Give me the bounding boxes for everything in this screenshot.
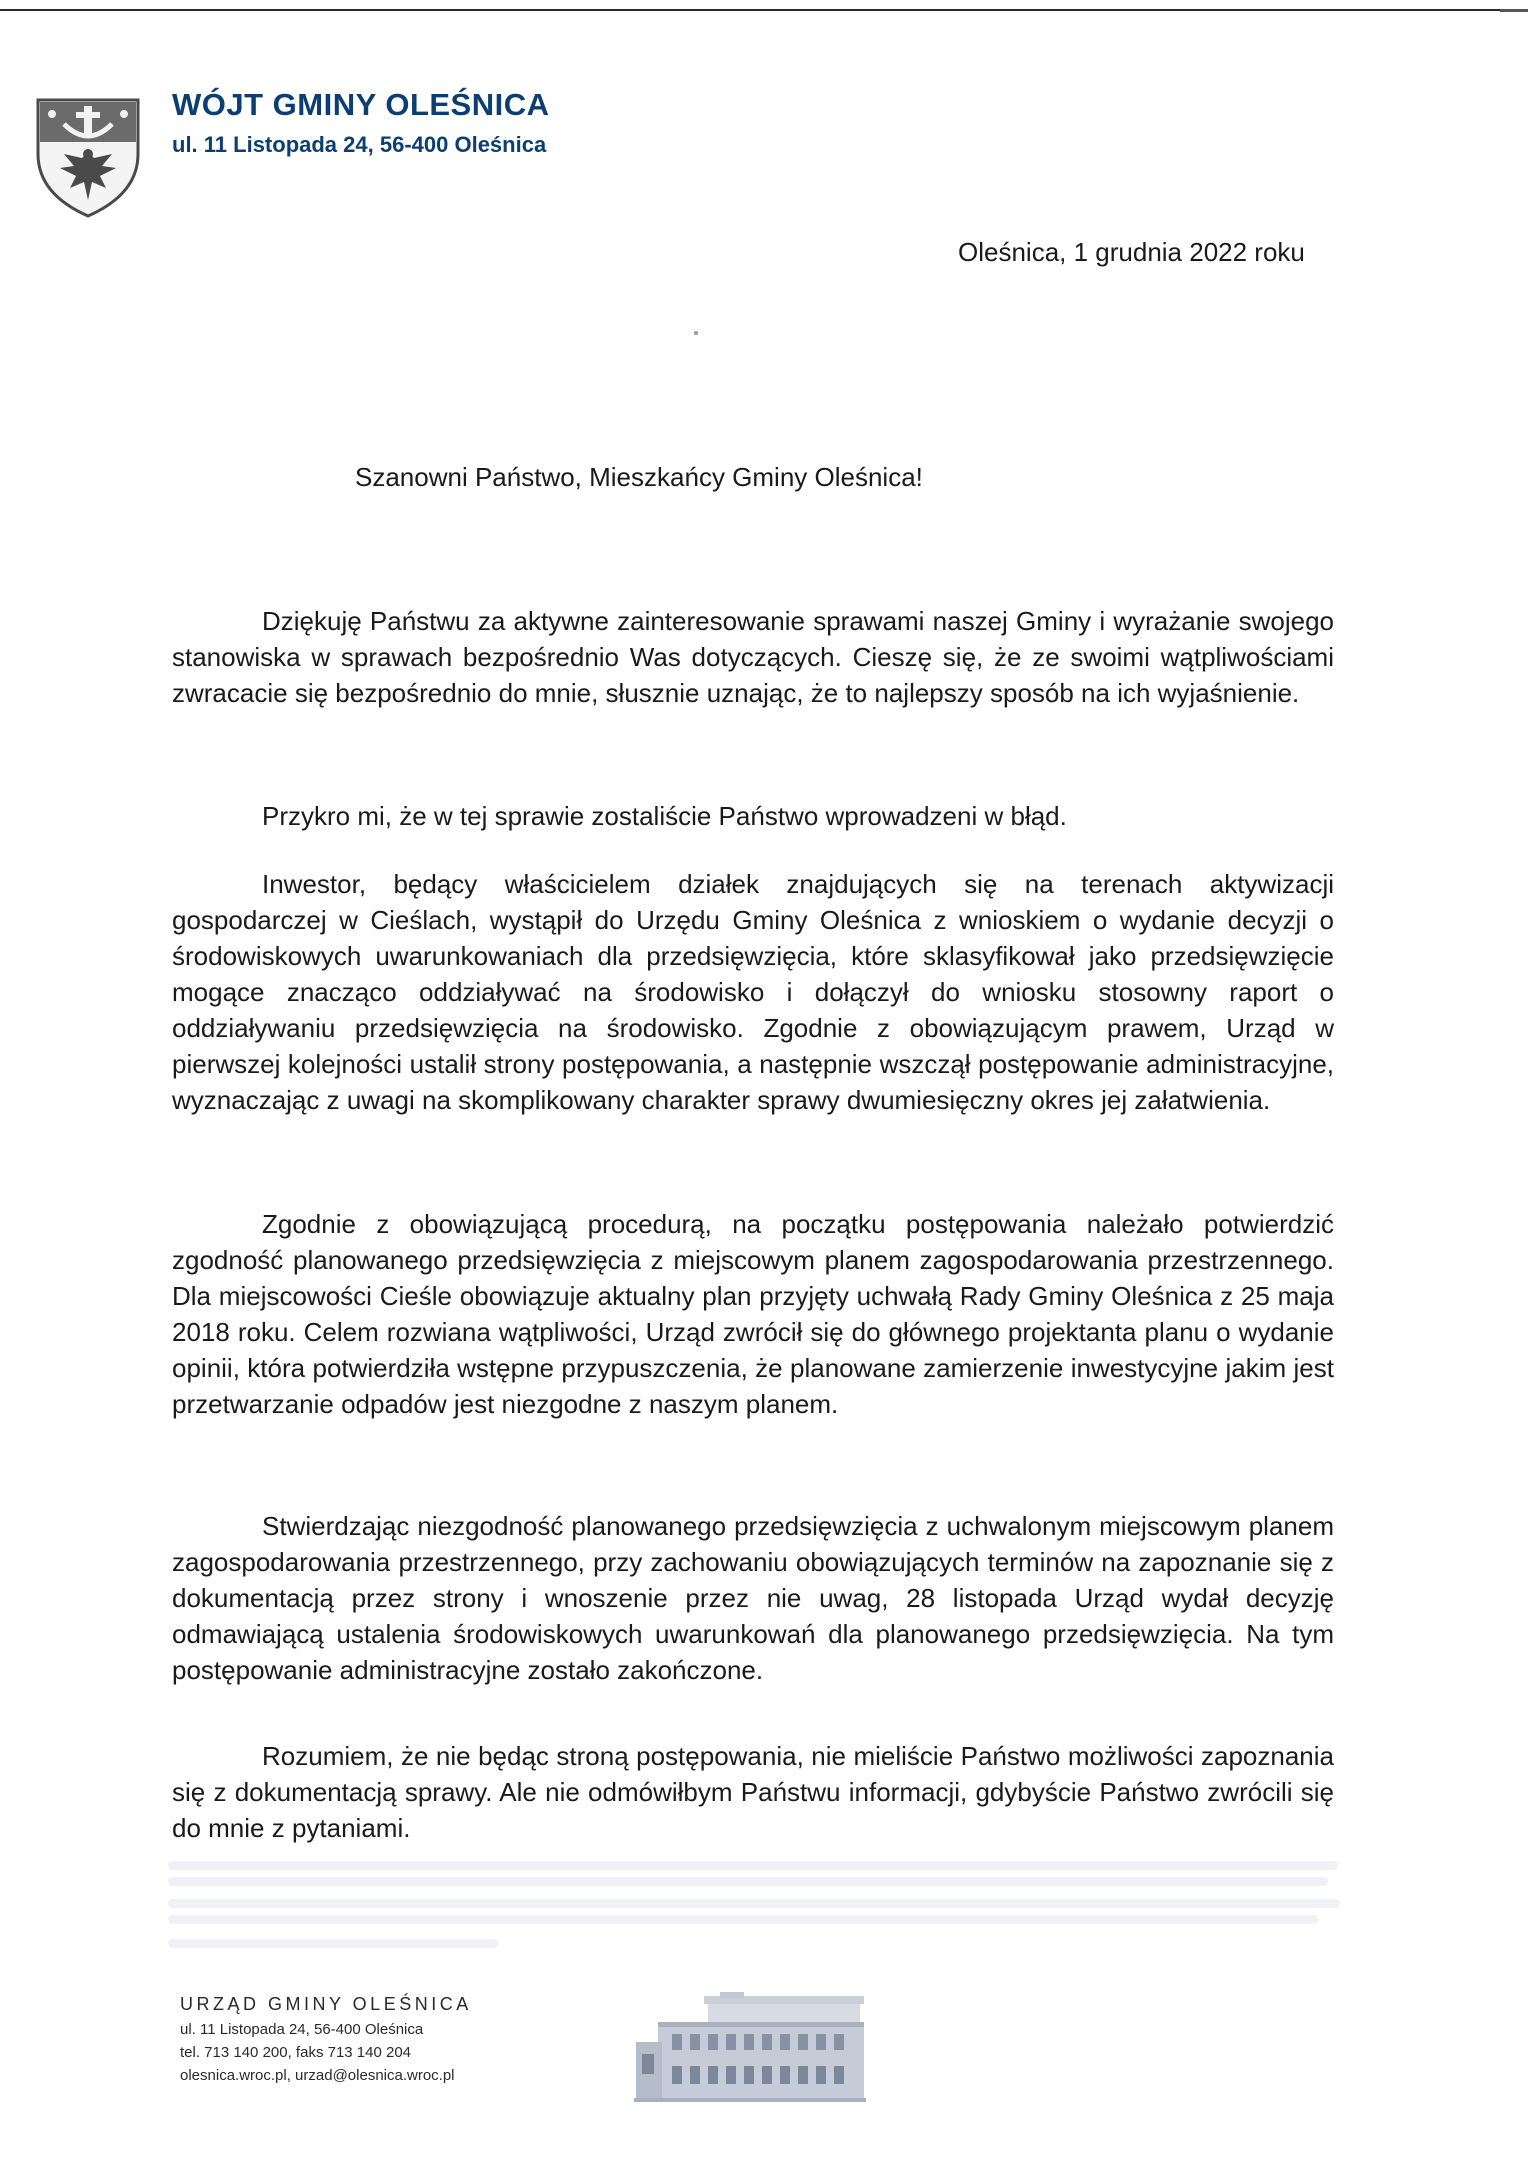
paragraph-2: Przykro mi, że w tej sprawie zostaliście Państwo wprowadzeni w błąd. [262, 801, 1067, 831]
paragraph-1: Dziękuję Państwu za aktywne zainteresowanie sprawami naszej Gminy i wyrażanie swojego stanowiska w sprawach bezpośrednio Was dotyczących. Cieszę się, że ze swoimi wątpliwościami zwracacie się bezpośrednio do mnie, słusznie uznając, że to najlepszy sposób na ich wyjaśnienie. [172, 606, 1334, 708]
org-address: ul. 11 Listopada 24, 56-400 Oleśnica [172, 132, 547, 157]
footer-office-name: URZĄD GMINY OLEŚNICA [180, 1994, 472, 2014]
salutation: Szanowni Państwo, Mieszkańcy Gminy Oleśnica! [355, 462, 923, 492]
paragraph-3: Inwestor, będący właścicielem działek znajdujących się na terenach aktywizacji gospodarczej w Cieślach, wystąpił do Urzędu Gminy Oleśnica z wnioskiem o wydanie decyzji o środowiskowych uwarunkowaniach dla przedsięwzięcia, które sklasyfikował jako przedsięwzięcie mogące znacząco oddziaływać na środowisko i dołączył do wniosku stosowny raport o oddziaływaniu przedsięwzięcia na środowisko. Zgodnie z obowiązującym prawem, Urząd w pierwszej kolejności ustalił strony postępowania, a następnie wszczął postępowanie administracyjne, wyznaczając z uwagi na skomplikowany charakter sprawy dwumiesięczny okres jej załatwienia. [172, 869, 1334, 1115]
faded-text-block [168, 1855, 1343, 1960]
paragraph-4: Zgodnie z obowiązującą procedurą, na początku postępowania należało potwierdzić zgodność planowanego przedsięwzięcia z miejscowym planem zagospodarowania przestrzennego. Dla miejscowości Cieśle obowiązuje aktualny plan przyjęty uchwałą Rady Gminy Oleśnica z 25 maja 2018 roku. Celem rozwiana wątpliwości, Urząd zwrócił się do głównego projektanta planu o wydanie opinii, która potwierdziła wstępne przypuszczenia, że planowane zamierzenie inwestycyjne jakim jest przetwarzanie odpadów jest niezgodne z naszym planem. [172, 1209, 1334, 1419]
scan-dot [694, 331, 698, 335]
letter-date: Oleśnica, 1 grudnia 2022 roku [958, 237, 1305, 267]
town-hall-building-icon [628, 1982, 870, 2110]
top-rule [0, 9, 1500, 11]
top-rule-tail [1500, 9, 1528, 12]
footer-web: olesnica.wroc.pl, urzad@olesnica.wroc.pl [180, 2067, 455, 2084]
paragraph-5: Stwierdzając niezgodność planowanego przedsięwzięcia z uchwalonym miejscowym planem zagospodarowania przestrzennego, przy zachowaniu obowiązujących terminów na zapoznanie się z dokumentacją przez strony i wnoszenie przez nie uwag, 28 listopada Urząd wydał decyzję odmawiającą ustalenia środowiskowych uwarunkowań dla planowanego przedsięwzięcia. Na tym postępowanie administracyjne zostało zakończone. [172, 1511, 1334, 1685]
footer-phone: tel. 713 140 200, faks 713 140 204 [180, 2044, 412, 2061]
footer-address: ul. 11 Listopada 24, 56-400 Oleśnica [180, 2021, 424, 2038]
coat-of-arms-icon [34, 96, 142, 218]
paragraph-6: Rozumiem, że nie będąc stroną postępowania, nie mieliście Państwo możliwości zapoznania się z dokumentacją sprawy. Ale nie odmówiłbym Państwu informacji, gdybyście Państwo zwrócili się do mnie z pytaniami. [172, 1741, 1334, 1843]
footer [180, 1990, 472, 2087]
org-name: WÓJT GMINY OLEŚNICA [172, 87, 550, 122]
